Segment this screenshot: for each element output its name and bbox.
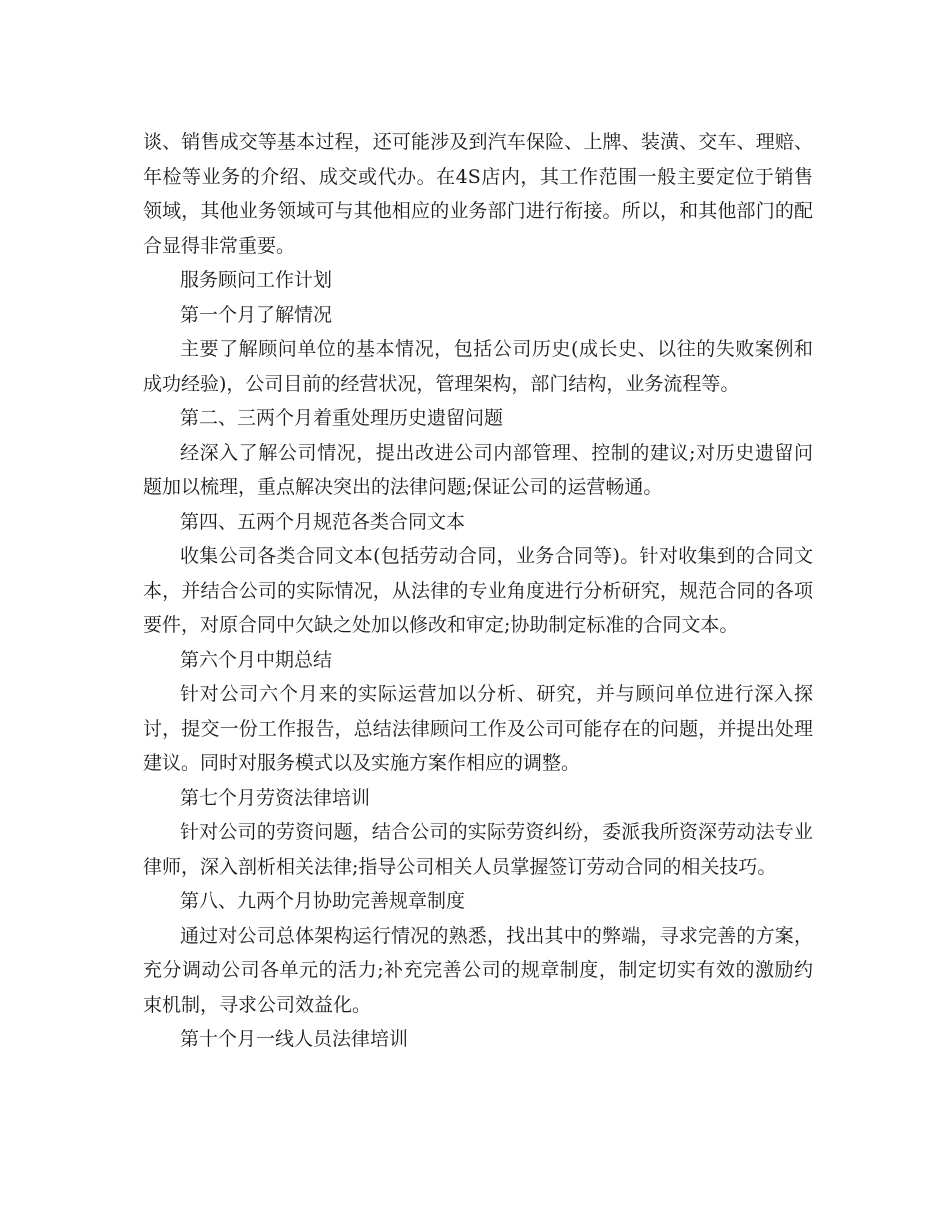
section-title: 服务顾问工作计划 xyxy=(180,269,333,291)
document-body xyxy=(143,125,813,1057)
plan-body-month-6: 针对公司六个月来的实际运营加以分析、研究，并与顾问单位进行深入探讨，提交一份工作报告，总结法律顾问工作及公司可能存在的问题，并提出处理建议。同时对服务模式以及实施方案作相应的调整。 xyxy=(143,683,813,774)
plan-body-month-7: 针对公司的劳资问题，结合公司的实际劳资纠纷，委派我所资深劳动法专业律师，深入剖析相关法律;指导公司相关人员掌握签订劳动合同的相关技巧。 xyxy=(143,821,813,878)
plan-heading-month-2-3: 第二、三两个月着重处理历史遗留问题 xyxy=(180,407,504,429)
plan-body-month-2-3: 经深入了解公司情况，提出改进公司内部管理、控制的建议;对历史遗留问题加以梳理，重点解决突出的法律问题;保证公司的运营畅通。 xyxy=(143,441,813,498)
paragraph-continued: 谈、销售成交等基本过程，还可能涉及到汽车保险、上牌、装潢、交车、理赔、年检等业务的介绍、成交或代办。在4S店内，其工作范围一般主要定位于销售领域，其他业务领域可与其他相应的业务部门进行衔接。所以，和其他部门的配合显得非常重要。 xyxy=(143,131,813,257)
plan-heading-month-1: 第一个月了解情况 xyxy=(180,303,333,326)
plan-heading-month-4-5: 第四、五两个月规范各类合同文本 xyxy=(180,510,466,533)
plan-heading-month-10: 第十个月一线人员法律培训 xyxy=(180,1028,409,1050)
plan-body-month-4-5: 收集公司各类合同文本(包括劳动合同，业务合同等)。针对收集到的合同文本，并结合公司的实际情况，从法律的专业角度进行分析研究，规范合同的各项要件，对原合同中欠缺之处加以修改和审定;协助制定标准的合同文本。 xyxy=(143,545,813,636)
plan-heading-month-6: 第六个月中期总结 xyxy=(180,648,333,671)
plan-heading-month-8-9: 第八、九两个月协助完善规章制度 xyxy=(180,890,466,912)
plan-body-month-1: 主要了解顾问单位的基本情况，包括公司历史(成长史、以往的失败案例和成功经验)，公司目前的经营状况，管理架构，部门结构，业务流程等。 xyxy=(143,338,813,395)
plan-heading-month-7: 第七个月劳资法律培训 xyxy=(180,786,371,809)
plan-body-month-8-9: 通过对公司总体架构运行情况的熟悉，找出其中的弊端，寻求完善的方案，充分调动公司各单元的活力;补充完善公司的规章制度，制定切实有效的激励约束机制，寻求公司效益化。 xyxy=(143,924,813,1016)
